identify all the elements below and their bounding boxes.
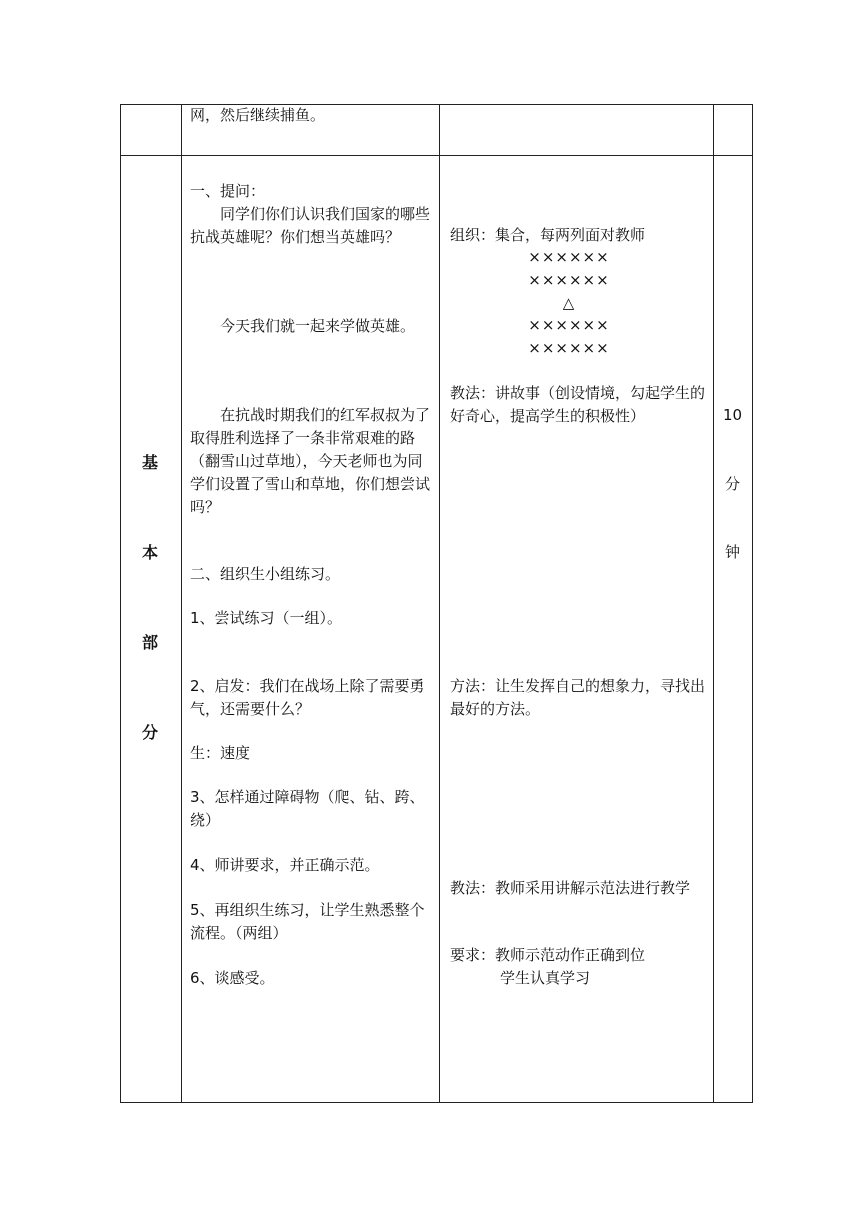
question-heading: 一、提问： — [190, 182, 266, 200]
step-1: 1、尝试练习（一组）。 — [190, 609, 343, 627]
section-label-char-3: 部 — [141, 633, 158, 652]
row1-content: 网，然后继续捕鱼。 — [190, 106, 326, 124]
requirement-label: 要求：教师示范动作正确到位 — [450, 946, 646, 964]
table-bottom-border — [120, 1102, 753, 1103]
question-text: 同学们你们认识我们国家的哪些抗战英雄呢？你们想当英雄吗？ — [190, 205, 431, 246]
time-unit-char-2: 钟 — [724, 543, 740, 561]
teaching-method-2: 教法：教师采用讲解示范法进行教学 — [450, 879, 691, 897]
step-5: 5、再组织生练习，让学生熟悉整个流程。（两组） — [190, 901, 425, 942]
formation-row-4: ×××××× — [528, 339, 610, 357]
row-divider — [120, 155, 753, 156]
teaching-method-1: 教法：讲故事（创设情境，勾起学生的好奇心，提高学生的积极性） — [450, 384, 706, 425]
column-divider-3 — [713, 104, 714, 1103]
table-right-border — [752, 104, 753, 1103]
organize-heading: 二、组织生小组练习。 — [190, 565, 341, 583]
section-label-char-2: 本 — [141, 543, 158, 562]
formation-row-3: ×××××× — [528, 316, 610, 334]
section-label-char-4: 分 — [141, 723, 158, 742]
requirement-line-2: 学生认真学习 — [500, 969, 591, 987]
section-label-char-1: 基 — [141, 453, 158, 472]
time-value: 10 — [722, 406, 743, 424]
column-divider-2 — [439, 104, 440, 1103]
story-text: 在抗战时期我们的红军叔叔为了取得胜利选择了一条非常艰难的路（翻雪山过草地），今天老师也为同学们设置了雪山和草地，你们想尝试吗？ — [190, 406, 431, 516]
formation-row-2: ×××××× — [528, 271, 610, 289]
student-answer: 生：速度 — [190, 744, 251, 762]
organization-note: 组织：集合，每两列面对教师 — [450, 226, 646, 244]
step-2: 2、启发：我们在战场上除了需要勇气，还需要什么？ — [190, 677, 425, 718]
today-text: 今天我们就一起来学做英雄。 — [220, 317, 416, 335]
column-divider-1 — [181, 104, 182, 1103]
time-unit-char-1: 分 — [724, 475, 740, 493]
step-3: 3、怎样通过障碍物（爬、钻、跨、绕） — [190, 788, 425, 829]
step-6: 6、谈感受。 — [190, 969, 275, 987]
table-left-border — [120, 104, 121, 1103]
formation-teacher: △ — [562, 294, 576, 312]
method-note: 方法：让生发挥自己的想象力，寻找出最好的方法。 — [450, 677, 706, 718]
formation-row-1: ×××××× — [528, 248, 610, 266]
step-4: 4、师讲要求，并正确示范。 — [190, 856, 380, 874]
